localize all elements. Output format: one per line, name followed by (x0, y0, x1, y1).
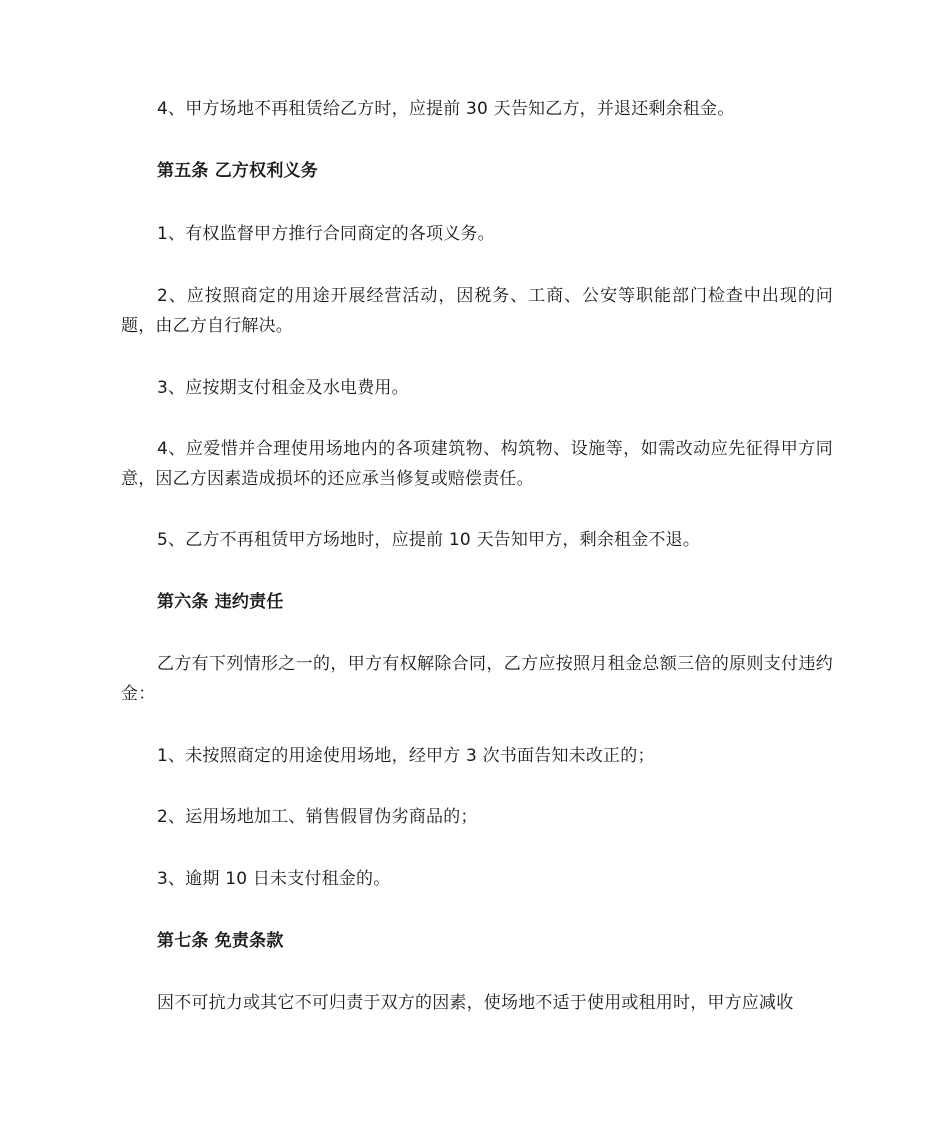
paragraph-clause-4-party-a: 4、甲方场地不再租赁给乙方时，应提前 30 天告知乙方，并退还剩余租金。 (157, 99, 735, 119)
paragraph-breach-intro: 乙方有下列情形之一的，甲方有权解除合同，乙方应按照月租金总额三倍的原则支付违约金： (121, 654, 833, 704)
paragraph-clause-5-party-b: 5、乙方不再租赁甲方场地时，应提前 10 天告知甲方，剩余租金不退。 (157, 530, 701, 550)
paragraph-clause-1-party-b: 1、有权监督甲方推行合同商定的各项义务。 (157, 224, 495, 244)
paragraph-clause-3-party-b: 3、应按期支付租金及水电费用。 (157, 378, 409, 398)
paragraph-breach-1: 1、未按照商定的用途使用场地，经甲方 3 次书面告知未改正的； (157, 746, 655, 766)
paragraph-breach-2: 2、运用场地加工、销售假冒伪劣商品的； (157, 807, 478, 827)
section-heading-article-7: 第七条 免责条款 (157, 931, 284, 951)
section-heading-article-6: 第六条 违约责任 (157, 592, 284, 612)
paragraph-breach-3: 3、逾期 10 日未支付租金的。 (157, 869, 391, 889)
paragraph-clause-4-party-b: 4、应爱惜并合理使用场地内的各项建筑物、构筑物、设施等，如需改动应先征得甲方同意，因乙方因素造成损坏的还应承当修复或赔偿责任。 (121, 439, 833, 489)
section-heading-article-5: 第五条 乙方权利义务 (157, 161, 318, 181)
paragraph-clause-2-party-b: 2、应按照商定的用途开展经营活动，因税务、工商、公安等职能部门检查中出现的问题，由乙方自行解决。 (121, 286, 833, 336)
paragraph-force-majeure: 因不可抗力或其它不可归责于双方的因素，使场地不适于使用或租用时，甲方应减收 (157, 993, 794, 1013)
